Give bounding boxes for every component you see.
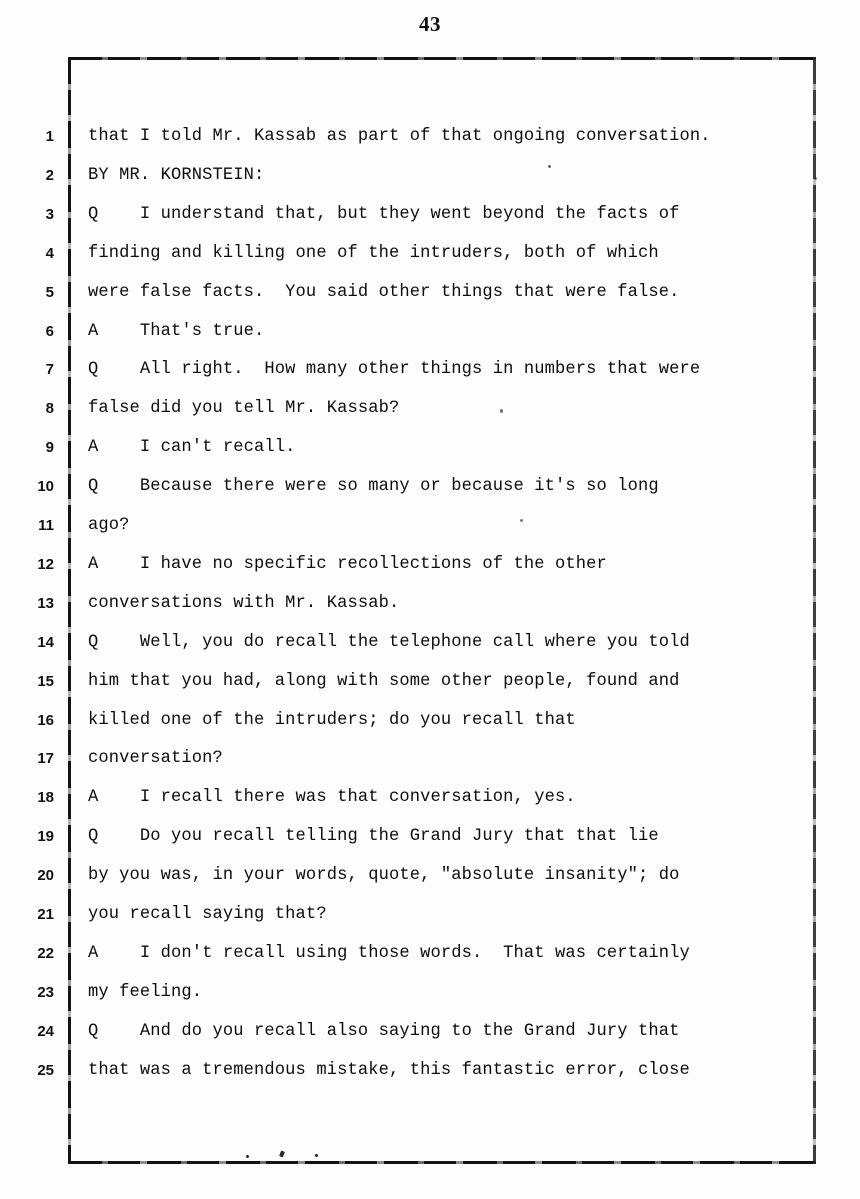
transcript-line xyxy=(37,706,816,745)
line-number: 16 xyxy=(37,711,54,729)
scan-speckle xyxy=(814,177,817,180)
line-number: 23 xyxy=(37,983,54,1001)
frame-bottom-rule xyxy=(68,1161,816,1164)
line-number: 9 xyxy=(45,439,54,457)
transcript-line xyxy=(45,161,816,200)
transcript-line xyxy=(37,472,816,511)
line-text: by you was, in your words, quote, "absolute insanity"; do xyxy=(88,866,680,886)
line-number: 11 xyxy=(38,517,54,534)
line-text: A I can't recall. xyxy=(88,438,296,458)
transcript-line xyxy=(37,667,816,706)
line-number: 10 xyxy=(37,478,54,496)
line-text: were false facts. You said other things that were false. xyxy=(88,282,680,302)
transcript-line xyxy=(45,355,816,394)
line-text: that was a tremendous mistake, this fantastic error, close xyxy=(88,1060,690,1080)
transcript-line xyxy=(37,939,816,978)
scan-speckle xyxy=(246,1155,249,1158)
line-text: BY MR. KORNSTEIN: xyxy=(88,165,265,185)
line-number: 21 xyxy=(37,906,54,923)
scan-speckle xyxy=(520,519,523,522)
line-number: 25 xyxy=(37,1061,54,1079)
line-text: Q I understand that, but they went beyond the facts of xyxy=(88,204,680,224)
transcript-line xyxy=(37,744,816,783)
transcript-frame xyxy=(37,57,816,1164)
line-text: A I have no specific recollections of the other xyxy=(88,554,607,574)
line-text: Q All right. How many other things in numbers that were xyxy=(88,360,701,380)
line-text: you recall saying that? xyxy=(88,905,327,924)
line-number: 20 xyxy=(37,867,54,885)
transcript-line xyxy=(37,550,816,589)
transcript-line xyxy=(37,978,816,1017)
transcript-line xyxy=(45,394,816,433)
line-number: 6 xyxy=(45,322,54,340)
line-number: 5 xyxy=(45,283,54,301)
line-text: A I recall there was that conversation, yes. xyxy=(88,788,576,808)
page-number: 43 xyxy=(419,12,441,36)
line-number: 22 xyxy=(37,944,54,962)
transcript-line xyxy=(45,433,816,472)
line-text: finding and killing one of the intruders, both of which xyxy=(88,243,659,263)
scan-speckle xyxy=(548,165,551,168)
line-text: Q Because there were so many or because it's so long xyxy=(88,477,659,497)
transcript-line xyxy=(45,122,816,161)
transcript-line xyxy=(37,1056,816,1095)
line-text: conversations with Mr. Kassab. xyxy=(88,593,400,613)
line-text: A I don't recall using those words. That was certainly xyxy=(88,943,690,963)
transcript-line xyxy=(37,589,816,628)
line-number: 18 xyxy=(37,789,54,807)
scan-speckle xyxy=(500,409,503,413)
transcript-line xyxy=(45,317,816,356)
transcript-line xyxy=(45,239,816,278)
line-text: killed one of the intruders; do you recall that xyxy=(88,710,576,730)
transcript-line xyxy=(37,900,816,939)
transcript-line xyxy=(37,822,816,861)
line-text: ago? xyxy=(88,516,130,535)
transcript-line xyxy=(37,1017,816,1056)
line-text: my feeling. xyxy=(88,982,203,1002)
line-text: that I told Mr. Kassab as part of that ongoing conversation. xyxy=(88,127,711,146)
line-text: A That's true. xyxy=(88,321,265,341)
transcript-line xyxy=(45,278,816,317)
line-number: 8 xyxy=(45,400,54,418)
line-text: Q Do you recall telling the Grand Jury that that lie xyxy=(88,827,659,847)
line-number: 13 xyxy=(37,594,54,612)
line-text: conversation? xyxy=(88,749,223,769)
line-number: 17 xyxy=(37,750,54,768)
line-text: Q And do you recall also saying to the Grand Jury that xyxy=(88,1021,680,1041)
line-text: false did you tell Mr. Kassab? xyxy=(88,399,400,419)
transcript-line xyxy=(37,628,816,667)
line-number: 7 xyxy=(45,361,54,379)
line-number: 3 xyxy=(45,205,54,223)
frame-top-rule xyxy=(68,57,816,60)
transcript-line xyxy=(37,783,816,822)
scan-speckle xyxy=(315,1154,318,1157)
transcript-line xyxy=(38,511,816,550)
transcript-line xyxy=(37,861,816,900)
line-text: him that you had, along with some other people, found and xyxy=(88,671,680,691)
line-number: 1 xyxy=(45,128,54,145)
line-number: 19 xyxy=(37,828,54,846)
scan-speckle xyxy=(279,1150,285,1157)
line-number: 12 xyxy=(37,555,54,573)
line-number: 24 xyxy=(37,1022,54,1040)
line-number: 4 xyxy=(45,244,54,262)
line-number: 2 xyxy=(45,166,54,184)
line-text: Q Well, you do recall the telephone call where you told xyxy=(88,632,690,652)
line-number: 14 xyxy=(37,633,54,651)
line-number: 15 xyxy=(37,672,54,690)
transcript-line xyxy=(45,200,816,239)
